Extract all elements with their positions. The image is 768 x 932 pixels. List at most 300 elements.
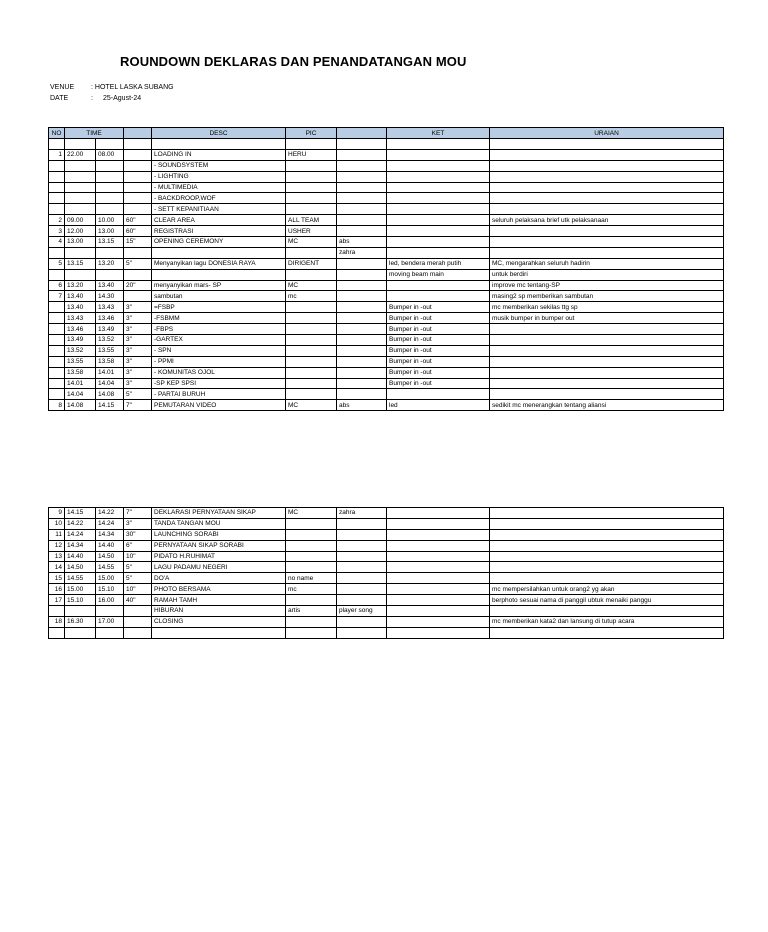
cell-desc: LAGU PADAMU NEGERI [152, 562, 286, 573]
cell-no [49, 389, 65, 400]
cell-duration [124, 247, 152, 258]
table-row [49, 627, 724, 638]
cell-uraian: mc mempersilahkan untuk orang2 yg akan [490, 584, 724, 595]
cell-note [337, 518, 387, 529]
cell-no [49, 606, 65, 617]
cell-pic [286, 160, 337, 171]
cell-note [337, 573, 387, 584]
cell-duration [124, 269, 152, 280]
cell-desc: PHOTO BERSAMA [152, 584, 286, 595]
cell-pic [286, 182, 337, 193]
cell-no: 16 [49, 584, 65, 595]
cell-desc: menyanyikan mars- SP [152, 280, 286, 291]
cell-start [65, 204, 96, 215]
cell-start: 13.52 [65, 345, 96, 356]
cell-uraian [490, 356, 724, 367]
cell-ket [387, 508, 490, 519]
cell-start: 13.00 [65, 237, 96, 248]
cell-note [337, 529, 387, 540]
cell-no: 13 [49, 551, 65, 562]
cell-no: 18 [49, 616, 65, 627]
cell-desc [152, 269, 286, 280]
cell-duration: 6" [124, 540, 152, 551]
cell-desc [152, 139, 286, 150]
cell-pic [286, 367, 337, 378]
cell-note [337, 280, 387, 291]
cell-ket: Bumper in -out [387, 378, 490, 389]
cell-no: 15 [49, 573, 65, 584]
cell-pic: mc [286, 584, 337, 595]
header-no: NO [49, 128, 65, 139]
cell-pic [286, 562, 337, 573]
cell-end: 08.00 [96, 149, 124, 160]
table-row [49, 324, 724, 335]
cell-end: 14.50 [96, 551, 124, 562]
cell-uraian [490, 204, 724, 215]
cell-duration: 5" [124, 258, 152, 269]
cell-note [337, 302, 387, 313]
cell-pic [286, 356, 337, 367]
cell-end: 13.20 [96, 258, 124, 269]
table-row [49, 269, 724, 280]
cell-ket [387, 616, 490, 627]
cell-end: 14.01 [96, 367, 124, 378]
table-row [49, 171, 724, 182]
table-row [49, 584, 724, 595]
cell-no [49, 160, 65, 171]
table-row [49, 139, 724, 150]
header-uraian: URAIAN [490, 128, 724, 139]
cell-no [49, 345, 65, 356]
cell-end: 13.40 [96, 280, 124, 291]
cell-note [337, 335, 387, 346]
cell-desc: PIDATO H.RUHIMAT [152, 551, 286, 562]
cell-no: 9 [49, 508, 65, 519]
cell-no [49, 171, 65, 182]
cell-no [49, 367, 65, 378]
cell-desc: PERNYATAAN SIKAP SORABI [152, 540, 286, 551]
cell-start: 13.20 [65, 280, 96, 291]
cell-uraian: musik bumper in bumper out [490, 313, 724, 324]
header-time: TIME [65, 128, 124, 139]
cell-pic [286, 518, 337, 529]
cell-duration [124, 606, 152, 617]
rundown-table-2 [48, 507, 724, 639]
cell-pic [286, 302, 337, 313]
cell-note [337, 226, 387, 237]
cell-note [337, 291, 387, 302]
cell-uraian: mc memberikan sekilas ttg sp [490, 302, 724, 313]
cell-duration: 40" [124, 595, 152, 606]
cell-uraian [490, 367, 724, 378]
cell-pic: ALL TEAM [286, 215, 337, 226]
cell-end: 17.00 [96, 616, 124, 627]
cell-end: 13.55 [96, 345, 124, 356]
cell-start: 13.58 [65, 367, 96, 378]
cell-duration [124, 627, 152, 638]
cell-ket [387, 171, 490, 182]
cell-pic [286, 204, 337, 215]
table-row [49, 247, 724, 258]
cell-desc: PEMUTARAN VIDEO [152, 400, 286, 411]
table-row [49, 345, 724, 356]
cell-uraian [490, 193, 724, 204]
cell-end: 16.00 [96, 595, 124, 606]
cell-uraian [490, 378, 724, 389]
page-title: ROUNDOWN DEKLARAS DAN PENANDATANGAN MOU [120, 54, 467, 69]
cell-duration: 3" [124, 378, 152, 389]
cell-ket [387, 280, 490, 291]
cell-note [337, 616, 387, 627]
table-2-body [49, 508, 724, 639]
cell-desc: RAMAH TAMH [152, 595, 286, 606]
cell-ket: Bumper in -out [387, 324, 490, 335]
cell-uraian [490, 389, 724, 400]
table-header-row [49, 128, 724, 139]
cell-ket: moving beam main [387, 269, 490, 280]
cell-pic [286, 389, 337, 400]
cell-duration: 3" [124, 335, 152, 346]
table-row [49, 356, 724, 367]
cell-pic [286, 345, 337, 356]
cell-no: 5 [49, 258, 65, 269]
cell-ket: Bumper in -out [387, 356, 490, 367]
cell-uraian [490, 149, 724, 160]
cell-uraian [490, 540, 724, 551]
cell-duration [124, 171, 152, 182]
cell-uraian [490, 226, 724, 237]
cell-end: 13.43 [96, 302, 124, 313]
table-row [49, 335, 724, 346]
cell-desc: TANDA TANGAN MOU [152, 518, 286, 529]
cell-note [337, 562, 387, 573]
cell-start [65, 182, 96, 193]
cell-duration: 3" [124, 302, 152, 313]
cell-start: 13.40 [65, 291, 96, 302]
cell-duration: 3" [124, 518, 152, 529]
cell-ket [387, 215, 490, 226]
cell-end: 14.04 [96, 378, 124, 389]
cell-pic [286, 378, 337, 389]
cell-ket: Bumper in -out [387, 302, 490, 313]
cell-duration [124, 139, 152, 150]
cell-note [337, 378, 387, 389]
cell-uraian [490, 345, 724, 356]
cell-note [337, 324, 387, 335]
cell-ket [387, 291, 490, 302]
cell-uraian [490, 171, 724, 182]
cell-start: 14.04 [65, 389, 96, 400]
cell-no [49, 335, 65, 346]
cell-uraian: berphoto sesuai nama di panggil ubtuk menaiki panggu [490, 595, 724, 606]
cell-duration [124, 193, 152, 204]
cell-start [65, 627, 96, 638]
cell-end: 10.00 [96, 215, 124, 226]
cell-desc: =FSBP [152, 302, 286, 313]
cell-no: 10 [49, 518, 65, 529]
cell-duration: 30" [124, 529, 152, 540]
cell-uraian: improve mc tentang-SP [490, 280, 724, 291]
cell-pic [286, 313, 337, 324]
table-row [49, 606, 724, 617]
table-row [49, 204, 724, 215]
cell-desc: - MULTIMEDIA [152, 182, 286, 193]
table-row [49, 291, 724, 302]
cell-desc: CLOSING [152, 616, 286, 627]
cell-end: 14.40 [96, 540, 124, 551]
cell-note [337, 204, 387, 215]
cell-ket [387, 182, 490, 193]
cell-note [337, 595, 387, 606]
cell-uraian [490, 335, 724, 346]
cell-note [337, 584, 387, 595]
cell-start: 13.43 [65, 313, 96, 324]
cell-start [65, 269, 96, 280]
cell-uraian [490, 606, 724, 617]
cell-end: 13.15 [96, 237, 124, 248]
cell-no: 6 [49, 280, 65, 291]
cell-pic [286, 540, 337, 551]
cell-desc [152, 247, 286, 258]
cell-start: 13.46 [65, 324, 96, 335]
cell-uraian [490, 562, 724, 573]
cell-ket [387, 149, 490, 160]
cell-note [337, 258, 387, 269]
cell-pic [286, 551, 337, 562]
cell-no: 17 [49, 595, 65, 606]
cell-ket: led, bendera merah putih [387, 258, 490, 269]
cell-ket [387, 595, 490, 606]
table-row [49, 302, 724, 313]
cell-ket: Bumper in -out [387, 313, 490, 324]
cell-duration [124, 616, 152, 627]
cell-start: 12.00 [65, 226, 96, 237]
cell-uraian [490, 529, 724, 540]
cell-pic: no name [286, 573, 337, 584]
cell-pic: MC [286, 280, 337, 291]
cell-end: 14.34 [96, 529, 124, 540]
cell-ket [387, 529, 490, 540]
cell-start: 14.08 [65, 400, 96, 411]
cell-duration: 3" [124, 324, 152, 335]
cell-note [337, 139, 387, 150]
cell-desc: - KOMUNITAS OJOL [152, 367, 286, 378]
cell-desc: -GARTEX [152, 335, 286, 346]
table-row [49, 551, 724, 562]
table-row [49, 540, 724, 551]
cell-desc: - PPMI [152, 356, 286, 367]
cell-duration: 3" [124, 356, 152, 367]
table-row [49, 378, 724, 389]
cell-ket [387, 540, 490, 551]
cell-end: 14.08 [96, 389, 124, 400]
cell-pic [286, 616, 337, 627]
cell-ket [387, 606, 490, 617]
cell-duration: 60" [124, 215, 152, 226]
cell-start: 14.22 [65, 518, 96, 529]
cell-pic [286, 193, 337, 204]
cell-duration [124, 291, 152, 302]
cell-end [96, 193, 124, 204]
cell-ket [387, 237, 490, 248]
cell-start: 13.15 [65, 258, 96, 269]
header-duration [124, 128, 152, 139]
cell-no: 3 [49, 226, 65, 237]
cell-desc: Menyanyikan lagu DONESIA RAYA [152, 258, 286, 269]
cell-no: 12 [49, 540, 65, 551]
venue-label: VENUE [50, 84, 75, 91]
cell-duration: 3" [124, 367, 152, 378]
cell-duration [124, 149, 152, 160]
cell-pic [286, 269, 337, 280]
table-row [49, 237, 724, 248]
cell-uraian: untuk berdiri [490, 269, 724, 280]
cell-duration: 20" [124, 280, 152, 291]
cell-end [96, 247, 124, 258]
cell-desc: REGISTRASI [152, 226, 286, 237]
cell-end: 13.52 [96, 335, 124, 346]
cell-pic: mc [286, 291, 337, 302]
cell-end: 13.49 [96, 324, 124, 335]
cell-duration: 15" [124, 237, 152, 248]
cell-end [96, 269, 124, 280]
cell-uraian [490, 324, 724, 335]
table-row [49, 226, 724, 237]
rundown-table-1 [48, 127, 724, 411]
cell-ket: led [387, 400, 490, 411]
cell-desc: - LIGHTING [152, 171, 286, 182]
cell-no: 14 [49, 562, 65, 573]
cell-desc: DO'A [152, 573, 286, 584]
cell-ket [387, 204, 490, 215]
cell-ket [387, 193, 490, 204]
cell-ket [387, 551, 490, 562]
cell-uraian: mc memberikan kata2 dan lansung di tutup acara [490, 616, 724, 627]
cell-no [49, 627, 65, 638]
header-ket: KET [387, 128, 490, 139]
cell-start: 15.00 [65, 584, 96, 595]
cell-duration: 3" [124, 313, 152, 324]
header-blank [337, 128, 387, 139]
cell-pic [286, 324, 337, 335]
cell-end [96, 204, 124, 215]
cell-uraian: seluruh pelaksana brief utk pelaksanaan [490, 215, 724, 226]
cell-start [65, 139, 96, 150]
cell-start: 13.55 [65, 356, 96, 367]
cell-duration: 5" [124, 562, 152, 573]
cell-uraian [490, 139, 724, 150]
cell-duration: 10" [124, 584, 152, 595]
cell-uraian [490, 573, 724, 584]
cell-no [49, 324, 65, 335]
cell-start: 14.15 [65, 508, 96, 519]
venue-value: : HOTEL LASKA SUBANG [91, 84, 174, 91]
cell-ket: Bumper in -out [387, 335, 490, 346]
cell-note [337, 313, 387, 324]
cell-end: 14.15 [96, 400, 124, 411]
cell-no: 11 [49, 529, 65, 540]
cell-start: 22.00 [65, 149, 96, 160]
table-row [49, 149, 724, 160]
table-row [49, 573, 724, 584]
date-value: 25-Agust-24 [103, 95, 142, 102]
header-desc: DESC [152, 128, 286, 139]
cell-uraian: masing2 sp memberikan sambutan [490, 291, 724, 302]
cell-note [337, 627, 387, 638]
cell-pic [286, 529, 337, 540]
cell-desc: DEKLARASI PERNYATAAN SIKAP [152, 508, 286, 519]
cell-duration: 60" [124, 226, 152, 237]
cell-start [65, 606, 96, 617]
cell-pic: artis [286, 606, 337, 617]
cell-end: 14.24 [96, 518, 124, 529]
cell-start [65, 247, 96, 258]
cell-duration [124, 204, 152, 215]
table-row [49, 508, 724, 519]
table-row [49, 182, 724, 193]
cell-duration: 3" [124, 345, 152, 356]
cell-pic: USHER [286, 226, 337, 237]
date-separator: : [91, 95, 93, 102]
table-row [49, 529, 724, 540]
cell-no: 7 [49, 291, 65, 302]
table-row [49, 313, 724, 324]
cell-note [337, 182, 387, 193]
cell-note [337, 389, 387, 400]
cell-uraian: MC, mengarahkan seluruh hadirin [490, 258, 724, 269]
date-label: DATE [50, 95, 69, 102]
cell-start: 14.34 [65, 540, 96, 551]
cell-note [337, 367, 387, 378]
cell-end: 13.58 [96, 356, 124, 367]
cell-no: 2 [49, 215, 65, 226]
cell-uraian [490, 160, 724, 171]
cell-pic: MC [286, 400, 337, 411]
cell-no [49, 269, 65, 280]
cell-pic [286, 335, 337, 346]
cell-note [337, 160, 387, 171]
cell-note [337, 215, 387, 226]
cell-start: 14.01 [65, 378, 96, 389]
cell-ket [387, 627, 490, 638]
cell-start [65, 193, 96, 204]
cell-ket: Bumper in -out [387, 345, 490, 356]
cell-desc: - BACKDROOP,WOF [152, 193, 286, 204]
cell-desc: - SETT KEPANITIAAN [152, 204, 286, 215]
cell-end [96, 171, 124, 182]
cell-ket [387, 584, 490, 595]
cell-end: 13.00 [96, 226, 124, 237]
cell-start: 13.40 [65, 302, 96, 313]
cell-pic: HERU [286, 149, 337, 160]
cell-pic: DIRIGENT [286, 258, 337, 269]
cell-no: 1 [49, 149, 65, 160]
cell-end [96, 139, 124, 150]
cell-desc: HIBURAN [152, 606, 286, 617]
table-row [49, 616, 724, 627]
cell-note: zahra [337, 247, 387, 258]
table-row [49, 215, 724, 226]
cell-desc: LOADING IN [152, 149, 286, 160]
cell-note [337, 149, 387, 160]
cell-ket [387, 226, 490, 237]
cell-note: abs [337, 400, 387, 411]
cell-desc: - PARTAI BURUH [152, 389, 286, 400]
cell-start [65, 160, 96, 171]
table-row [49, 160, 724, 171]
cell-ket [387, 139, 490, 150]
cell-uraian [490, 237, 724, 248]
